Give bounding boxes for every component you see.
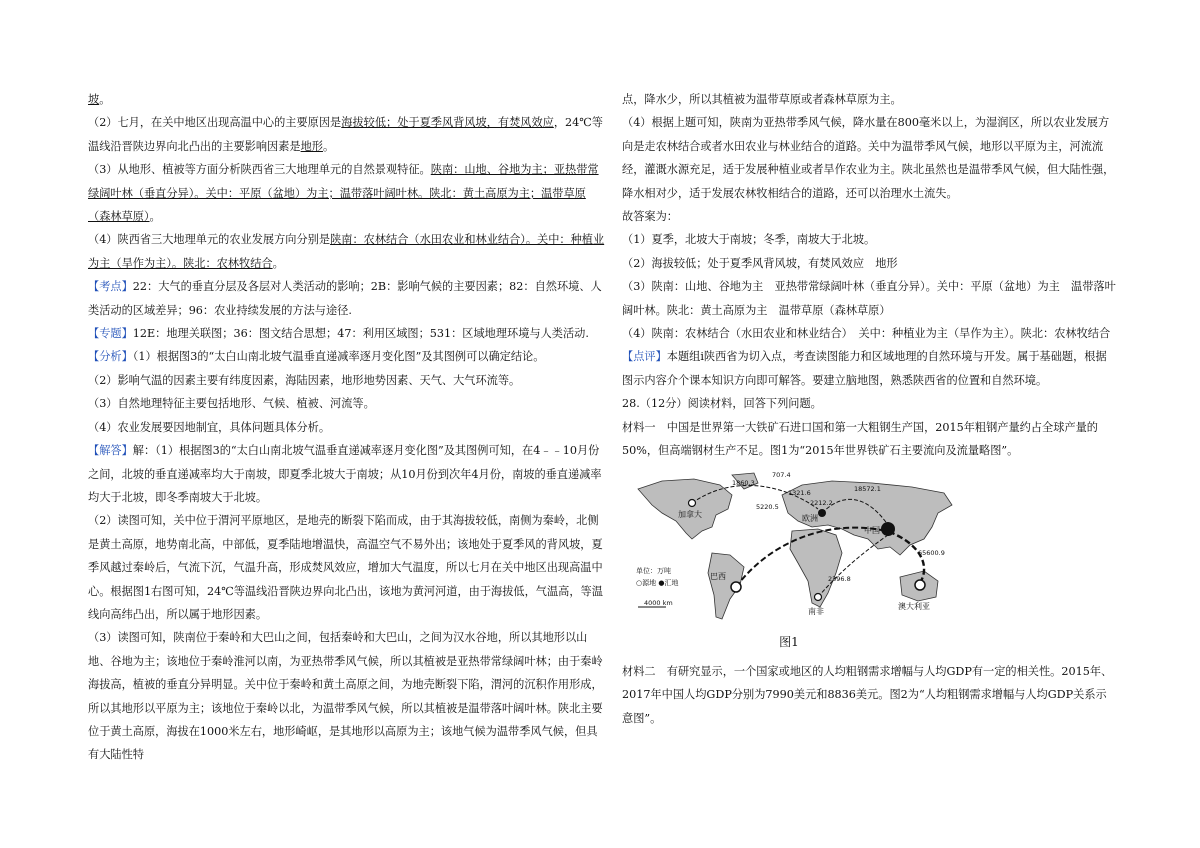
label-china: 中国: [864, 525, 880, 535]
text-run: 。: [99, 93, 111, 106]
world-map-svg: [632, 469, 966, 629]
section-tag: 【专题】: [88, 327, 133, 341]
paragraph: [88, 369, 608, 392]
paragraph: [622, 392, 1116, 415]
label-australia: 澳大利亚: [898, 601, 930, 611]
text-run: （2）影响气温的因素主要有纬度因素，海陆因素，地形地势因素、天气、大气环流等。: [88, 373, 521, 387]
source-canada: [689, 499, 696, 506]
text-run: 解：（1）根据图3的“太白山南北坡气温垂直递减率逐月变化图”及其图例可知，在4﹣﹣10月份之间，北坡的垂直递减率均大于南坡，即夏季北坡大于南坡；从10月份到次年4月份，南坡的垂直递减率均大于北坡，即冬季南坡大于北坡。: [88, 444, 602, 504]
text-run: 材料一 中国是世界第一大铁矿石进口国和第一大粗钢生产国，2015年粗钢产量约占全球产量的50%，但高端钢材生产不足。图1为“2015年世界铁矿石主要流向及流量略图”。: [622, 420, 1098, 458]
paragraph: [622, 88, 1116, 111]
answer-text: 地形: [300, 139, 323, 153]
text-run: （3）陕南：山地、谷地为主 亚热带常绿阔叶林（垂直分异）。关中：平原（盆地）为主 温带落叶阔叶林。陕北：黄土高原为主 温带草原（森林草原）: [622, 280, 1116, 317]
text-run: 本题组ⅰ陕西省为切入点，考查读图能力和区域地理的自然环境与开发。属于基础题，根据图示内容介个课本知识方向即可解答。要建立脑地图，熟悉陕西省的位置和自然环境。: [622, 350, 1107, 387]
text-run: （2）七月，在关中地区出现高温中心的主要原因是: [88, 116, 342, 130]
sink-europe: [818, 509, 826, 517]
paragraph: [88, 228, 608, 275]
figure-1-caption: 图1: [779, 634, 799, 649]
text-run: （3）自然地理特征主要包括地形、气候、植被、河流等。: [88, 397, 375, 411]
text-run: 12E：地理关联图；36：图文结合思想；47：利用区域图；531：区域地理环境与人类活动.: [132, 327, 589, 341]
value-label: 707.4: [772, 470, 791, 479]
text-run: 。: [149, 210, 161, 224]
paragraph: [88, 275, 608, 322]
text-run: （2）海拔较低；处于夏季风背风坡，有焚风效应 地形: [622, 256, 898, 270]
paragraph: [88, 392, 608, 415]
paragraph: [88, 322, 608, 345]
value-label: 1321.6: [788, 488, 811, 497]
continent-north-america: [638, 479, 732, 539]
answer-text: 海拔较低；处于夏季风背风坡，有焚风效应: [341, 116, 554, 130]
text-run: （1）根据图3的“太白山南北坡气温垂直递减率逐月变化图”及其图例可以确定结论。: [132, 350, 545, 364]
source-brazil: [731, 582, 741, 592]
text-run: （4）陕南：农林结合（水田农业和林业结合） 关中：种植业为主（旱作为主）。陕北：农林牧结合: [622, 327, 1111, 341]
text-run: 28.（12分）阅读材料，回答下列问题。: [622, 397, 822, 411]
text-run: 故答案为：: [622, 210, 678, 224]
text-run: 。: [322, 139, 335, 153]
paragraph: [622, 111, 1116, 205]
answer-text: 陕南：农林结合（水田农业和林业结合）。关中：种植业为主（旱作为主）。陕北：农林牧结合: [88, 233, 605, 270]
paragraph: [88, 439, 608, 509]
right-bottom-text: [622, 660, 1116, 730]
paragraph: [622, 345, 1116, 392]
source-south-africa: [815, 593, 822, 600]
value-label: 2396.8: [828, 574, 851, 583]
value-label: 1860.3: [732, 478, 755, 487]
paragraph: [622, 322, 1116, 345]
paragraph: [88, 111, 608, 158]
right-column: [622, 88, 1116, 730]
section-tag: 【点评】: [622, 350, 667, 364]
label-south-africa: 南非: [808, 606, 824, 616]
figure-1-map: [632, 469, 966, 629]
paragraph: [88, 509, 608, 626]
paragraph: [88, 416, 608, 439]
text-run: （4）陕西省三大地理单元的农业发展方向分别是: [88, 233, 331, 247]
paragraph: [622, 228, 1116, 251]
text-run: （2）读图可知，关中位于渭河平原地区，是地壳的断裂下陷而成，由于其海拔较低，南侧为秦岭，北侧是黄土高原，地势南北高，中部低，夏季陆地增温快，高温空气不易外出；该地处于夏季风的背风坡，夏季风越过秦岭后，气流下沉，气温升高，形成焚风效应，增加大气温度，所以七月在关中地区出现高温中心。根据图1右图可知，24℃等温线沿晋陕边界向北凸出，该地为黄河河道，由于海拔低，气温高，等温线向高纬凸出，所以属于地形因素。: [88, 514, 603, 621]
value-label: 2212.2: [810, 498, 833, 507]
text-run: （4）农业发展要因地制宜，具体问题具体分析。: [88, 420, 331, 434]
label-brazil: 巴西: [710, 571, 726, 581]
scale-label: 4000 km: [644, 598, 673, 607]
paragraph: [88, 88, 608, 111]
label-canada: 加拿大: [678, 509, 702, 519]
sink-china: [881, 522, 895, 536]
paragraph: [622, 252, 1116, 275]
section-tag: 【分析】: [88, 350, 133, 364]
answer-text: 坡: [88, 93, 100, 106]
legend-symbols: ○源地 ●汇地: [636, 578, 679, 587]
source-australia: [915, 580, 925, 590]
value-label: 18572.1: [854, 484, 881, 493]
section-tag: 【解答】: [88, 444, 133, 458]
value-label: 65600.9: [918, 548, 945, 557]
text-run: 22：大气的垂直分层及各层对人类活动的影响；2B：影响气候的主要因素；82：自然环境、人类活动的区域差异；96：农业持续发展的方法与途径.: [88, 280, 602, 317]
paragraph: [88, 626, 608, 766]
text-run: （4）根据上题可知，陕南为亚热带季风气候，降水量在800毫米以上，为湿润区，所以农业发展方向是走农林结合或者水田农业与林业结合的道路。关中为温带季风气候，地形以平原为主，河流流经，灌溉水源充足，适于发展种植业或者旱作农业为主。陕北虽然也是温带季风气候，但大陆性强，降水相对少，适于发展农林牧相结合的道路，还可以治理水土流失。: [622, 116, 1115, 200]
text-run: （1）夏季，北坡大于南坡；冬季，南坡大于北坡。: [622, 233, 876, 247]
paragraph: [88, 158, 608, 228]
text-run: 材料二 有研究显示，一个国家或地区的人均粗钢需求增幅与人均GDP有一定的相关性。2015年、2017年中国人均GDP分别为7990美元和8836美元。图2为“人均粗钢需求增幅与人均GDP关系示意图”。: [622, 664, 1113, 725]
label-europe: 欧洲: [802, 513, 818, 523]
paragraph: [622, 275, 1116, 322]
left-column: [88, 88, 608, 767]
text-run: 点，降水少，所以其植被为温带草原或者森林草原为主。: [622, 93, 902, 106]
legend-unit: 单位：万吨: [636, 566, 671, 575]
paragraph: [622, 416, 1116, 463]
answer-text: 陕南：山地、谷地为主；亚热带常绿阔叶林（垂直分异）。关中：平原（盆地）为主；温带落叶阔叶林。陕北：黄土高原为主；温带草原（森林草原）: [88, 163, 599, 224]
section-tag: 【考点】: [88, 280, 133, 294]
value-label: 5220.5: [756, 502, 779, 511]
right-top-text: [622, 88, 1116, 463]
paragraph: [88, 345, 608, 368]
text-run: ，24℃等温线沿晋陕边界向北凸出的主要影响因素是: [88, 116, 603, 153]
text-run: （3）从地形、植被等方面分析陕西省三大地理单元的自然景观特征。: [88, 163, 431, 177]
text-run: （3）读图可知，陕南位于秦岭和大巴山之间，包括秦岭和大巴山，之间为汉水谷地，所以其地形以山地、谷地为主；该地位于秦岭淮河以南，为亚热带季风气候，所以其植被是亚热带常绿阔叶林；由于秦岭海拔高，植被的垂直分异明显。关中位于秦岭和黄土高原之间，为地壳断裂下陷，渭河的沉积作用形成，所以其地形以平原为主；该地位于秦岭以北，为温带季风气候，所以其植被是温带落叶阔叶林。陕北主要位于黄土高原，海拔在1000米左右，地形崎岖，是其地形以高原为主；该地气候为温带季风气候，但具有大陆性特: [88, 631, 603, 762]
paragraph: [622, 660, 1116, 730]
paragraph: [622, 205, 1116, 228]
text-run: 。: [272, 256, 284, 270]
